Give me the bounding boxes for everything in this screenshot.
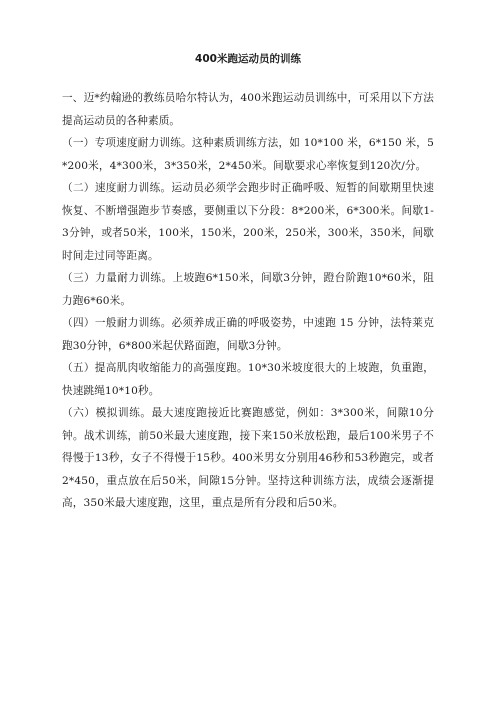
paragraph-simulation-training: （六）模拟训练。最大速度跑接近比赛跑感觉，例如：3*300米，间隙10分钟。战术训练，前50米最大速度跑，接下来150米放松跑，最后100米男子不得慢于13秒，女子不得慢于15秒。400米男女分别用46秒和53秒跑完，或者2*450，重点放在后50米，间隙15分钟。坚持这种训练方法，成绩会逐渐提高，350米最大速度跑，这里，重点是所有分段和后50米。	[62, 407, 434, 509]
document-page	[62, 52, 434, 515]
paragraph-speed-endurance-specific: （一）专项速度耐力训练。这种素质训练方法，如 10*100 米，6*150 米，5*200米，4*300米，3*350米，2*450米。间歇要求心率恢复到120次/分。	[62, 137, 434, 172]
paragraph-strength-endurance: （三）力量耐力训练。上坡跑6*150米，间歇3分钟，蹬台阶跑10*60米，阻力跑6*60米。	[62, 272, 434, 307]
paragraph-general-endurance: （四）一般耐力训练。必须养成正确的呼吸姿势，中速跑 15 分钟，法特莱克跑30分钟，6*800米起伏路面跑，间歇3分钟。	[62, 317, 434, 352]
paragraph-intro: 一、迈*约翰逊的教练员哈尔特认为，400米跑运动员训练中，可采用以下方法提高运动员的各种素质。	[62, 92, 434, 127]
paragraph-speed-endurance: （二）速度耐力训练。运动员必须学会跑步时正确呼吸、短暂的间歇期里快速恢复、不断增强跑步节奏感，要侧重以下分段：8*200米，6*300米。间歇1-3分钟，或者50米，100米，150米，200米，250米，300米，350米，间歇时间走过同等距离。	[62, 182, 434, 262]
paragraph-high-intensity: （五）提高肌肉收缩能力的高强度跑。10*30米坡度很大的上坡跑，负重跑，快速跳绳10*10秒。	[62, 362, 434, 397]
document-title: 400米跑运动员的训练	[195, 53, 301, 65]
